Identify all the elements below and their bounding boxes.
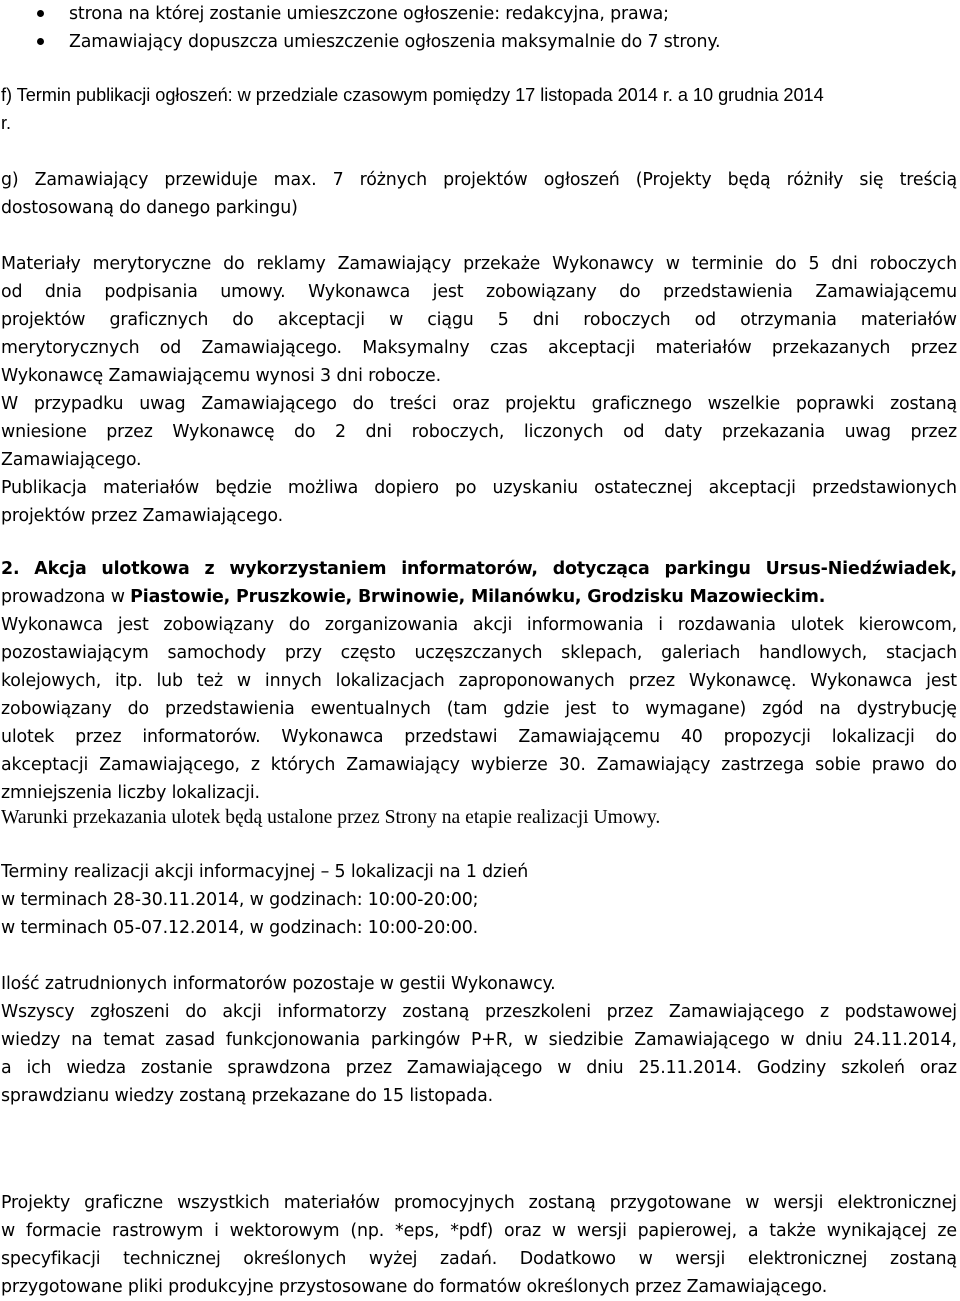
word: ulotkowa [101, 559, 190, 579]
word: Ursus-Niedźwiadek, [765, 559, 957, 579]
word: się [859, 170, 884, 190]
word: wiedzy [1, 1030, 61, 1050]
word: Wykonawcy [552, 254, 654, 274]
word: w [523, 1030, 538, 1050]
word: będą [727, 170, 771, 190]
word: ulotek [1, 727, 55, 747]
word: w [665, 254, 680, 274]
word: jest [432, 282, 464, 302]
word: i [214, 1221, 219, 1241]
word: Godziny [756, 1058, 827, 1078]
word: od [623, 422, 645, 442]
word: dni [831, 254, 858, 274]
word: z [204, 559, 215, 579]
terms-line: w terminach 05-07.12.2014, w godzinach: 10:00-20:00. [1, 918, 479, 938]
word: dopiero [374, 478, 439, 498]
bullet-item: strona na której zostanie umieszczone ogłoszenie: redakcyjna, prawa; [1, 0, 957, 28]
word: g) [1, 170, 19, 190]
word: treści [389, 394, 437, 414]
word: od [694, 310, 716, 330]
paragraph-line: Wykonawcę Zamawiającemu wynosi 3 dni robocze. [1, 366, 441, 386]
word: przekazanych [771, 338, 891, 358]
word: 40 [680, 727, 703, 747]
word: roboczych [869, 254, 957, 274]
word: propozycji [723, 727, 811, 747]
word: ciągu [427, 310, 474, 330]
paragraph-line [1, 695, 957, 723]
word: od [159, 338, 182, 358]
word: oraz [919, 1058, 957, 1078]
item-g-line: dostosowaną do danego parkingu) [1, 198, 298, 218]
word: czas [489, 338, 528, 358]
paragraph-line [1, 611, 957, 639]
word: a [1, 1058, 12, 1078]
paragraph-line [1, 306, 957, 334]
word: informatorzy [277, 1002, 387, 1022]
word: Dodatkowo [519, 1249, 616, 1269]
paragraph-line: projektów przez Zamawiającego. [1, 506, 283, 526]
section-heading-line2: prowadzona w Piastowie, Pruszkowie, Brwinowie, Milanówku, Grodzisku Mazowieckim. [1, 587, 826, 607]
word: parkingu [664, 559, 751, 579]
word: lokalizacji [831, 727, 915, 747]
word: uczęszczanych [414, 643, 543, 663]
word: i [658, 615, 663, 635]
word: Wykonawca [308, 282, 411, 302]
word: ulotek [790, 615, 844, 635]
word: akceptacji [1, 755, 89, 775]
word: wersji [773, 1193, 824, 1213]
word: Projekty [1, 1193, 71, 1213]
word: a [747, 1221, 759, 1241]
word: zostaną [890, 1249, 957, 1269]
word: jest [565, 699, 597, 719]
word: przypadku [33, 394, 124, 414]
word: elektronicznej [837, 1193, 957, 1213]
word: także [769, 1221, 816, 1241]
word: do [294, 422, 316, 442]
word: ostatecznej [594, 478, 693, 498]
word: akceptacji [708, 478, 796, 498]
word: roboczych, [411, 422, 505, 442]
word: *pdf) [450, 1221, 494, 1241]
terms-line: Terminy realizacji akcji informacyjnej – 5 lokalizacji na 1 dzień [1, 862, 529, 882]
word: na [71, 1030, 93, 1050]
word: (Projekty [635, 170, 712, 190]
word: których [270, 755, 336, 775]
word: prawo [871, 755, 925, 775]
word: (np. [350, 1221, 385, 1241]
word: elektronicznej [747, 1249, 868, 1269]
word: Zamawiający [596, 755, 711, 775]
word: wyżej [368, 1249, 418, 1269]
word: temat [103, 1030, 155, 1050]
paragraph-line [1, 250, 957, 278]
bullet-dot-icon [37, 38, 44, 45]
word: Zamawiającego, [99, 755, 240, 775]
paragraph-line [1, 1026, 957, 1054]
word: Zamawiający [346, 755, 460, 775]
word: informatorów, [401, 559, 538, 579]
word: 24.11.2014, [853, 1030, 957, 1050]
word: przedstawienia [663, 282, 793, 302]
word: akcji [472, 615, 513, 635]
word: materiałów [655, 338, 752, 358]
word: sprawdzona [227, 1058, 331, 1078]
word: przekaże [463, 254, 541, 274]
word: wynikającej [826, 1221, 927, 1241]
word: jest [926, 671, 957, 691]
word: graficznych [109, 310, 209, 330]
word: w [780, 1030, 795, 1050]
word: Zamawiający [337, 254, 452, 274]
word: materiałów [283, 1193, 380, 1213]
word: zobowiązany [485, 282, 597, 302]
word: możliwa [287, 478, 359, 498]
word: graficznego [591, 394, 692, 414]
word: też [196, 671, 224, 691]
word: specyfikacji [1, 1249, 101, 1269]
word: Wykonawcę. [688, 671, 797, 691]
word: przewiduje [164, 170, 258, 190]
word: funkcjonowania [225, 1030, 361, 1050]
word: projektów [1, 310, 86, 330]
word: informowania [526, 615, 644, 635]
word: sobie [815, 755, 861, 775]
paragraph-line [1, 1217, 957, 1245]
word: ogłoszeń [543, 170, 620, 190]
paragraph-line [1, 390, 957, 418]
word: innych [264, 671, 322, 691]
word: dnia [44, 282, 82, 302]
word: pozostawiającym [1, 643, 149, 663]
word: otrzymania [740, 310, 837, 330]
word: zostanie [140, 1058, 213, 1078]
word: oraz [504, 1221, 542, 1241]
word: rozdawania [677, 615, 776, 635]
word: zaproponowanych [458, 671, 615, 691]
word: (tam [446, 699, 488, 719]
word: 5 [497, 310, 509, 330]
paragraph-line [1, 1189, 957, 1217]
word: do [935, 755, 957, 775]
word: różniły [786, 170, 844, 190]
word: 30. [558, 755, 586, 775]
paragraph-line: Zamawiającego. [1, 450, 142, 470]
word: ich [26, 1058, 52, 1078]
word: wiedza [66, 1058, 127, 1078]
word: dystrybucję [856, 699, 957, 719]
word: informatorów. [142, 727, 261, 747]
word: do [619, 282, 641, 302]
word: zgłoszeni [90, 1002, 170, 1022]
word: zgód [762, 699, 804, 719]
word: to [612, 699, 630, 719]
paragraph-line [1, 278, 957, 306]
word: Zamawiającego [406, 1058, 543, 1078]
word: handlowych, [759, 643, 868, 663]
word: podpisania [104, 282, 198, 302]
word: galeriach [661, 643, 741, 663]
paragraph-line: zmniejszenia liczby lokalizacji. [1, 783, 260, 803]
word: lokalizacjach [335, 671, 445, 691]
word: z [250, 755, 260, 775]
word: parkingów [370, 1030, 461, 1050]
word: 25.11.2014. [638, 1058, 742, 1078]
word: do [185, 1002, 207, 1022]
word: przeszkoleni [485, 1002, 591, 1022]
word: Wykonawca [810, 671, 913, 691]
word: ze [937, 1221, 957, 1241]
word: do [935, 727, 957, 747]
word: zorganizowania [324, 615, 459, 635]
paragraph-line: sprawdzianu wiedzy zostaną przekazane do 15 listopada. [1, 1086, 493, 1106]
word: do [127, 699, 149, 719]
word: przy [284, 643, 322, 663]
word: Materiały [1, 254, 81, 274]
word: wersji [675, 1249, 726, 1269]
word: Zamawiającego [201, 394, 337, 414]
word: często [340, 643, 396, 663]
paragraph-line [1, 334, 957, 362]
paragraph-line [1, 418, 957, 446]
word: zastrzega [721, 755, 805, 775]
word: Maksymalny [362, 338, 470, 358]
word: lub [156, 671, 183, 691]
paragraph-line: przygotowane pliki produkcyjne przystosowane do formatów określonych przez Zamawiającego. [1, 1277, 828, 1297]
word: przez [910, 422, 957, 442]
word: dni [532, 310, 560, 330]
word: itp. [114, 671, 143, 691]
word: wniesione [1, 422, 87, 442]
word: W [1, 394, 19, 414]
word: wszystkich [177, 1193, 270, 1213]
word: wykorzystaniem [229, 559, 387, 579]
word: max. [273, 170, 317, 190]
conditions-line: Warunki przekazania ulotek będą ustalone przez Strony na etapie realizacji Umowy. [1, 807, 661, 828]
word: przedstawienia [164, 699, 295, 719]
word: terminie [691, 254, 764, 274]
word: w [551, 1221, 566, 1241]
word: formacie [25, 1221, 102, 1241]
word: do [288, 615, 311, 635]
word: w [389, 310, 404, 330]
word: wybierze [470, 755, 548, 775]
word: akceptacji [277, 310, 365, 330]
word: przez [606, 1002, 654, 1022]
word: reklamy [256, 254, 326, 274]
word: przez [106, 422, 153, 442]
item-f-line: r. [1, 113, 12, 133]
word: daty [664, 422, 703, 442]
section-heading [1, 555, 957, 583]
word: będzie [215, 478, 272, 498]
word: przekazania [721, 422, 825, 442]
word: 5 [808, 254, 820, 274]
word: Wykonawca [1, 615, 104, 635]
word: przez [75, 727, 122, 747]
word: merytoryczne [92, 254, 212, 274]
word: zobowiązany [163, 615, 274, 635]
word: 2 [335, 422, 346, 442]
word: przez [910, 338, 957, 358]
word: Wszyscy [1, 1002, 75, 1022]
word: przez [628, 671, 675, 691]
word: uzyskaniu [492, 478, 578, 498]
word: zostaną [890, 394, 957, 414]
word: po [455, 478, 477, 498]
paragraph-line [1, 474, 957, 502]
word: 7 [332, 170, 344, 190]
word: *eps, [395, 1221, 440, 1241]
word: samochody [167, 643, 267, 663]
word: dotycząca [552, 559, 650, 579]
word: zostaną [402, 1002, 470, 1022]
word: wektorowym [229, 1221, 340, 1241]
word: dniu [586, 1058, 624, 1078]
word: jest [117, 615, 149, 635]
paragraph-line [1, 723, 957, 751]
word: zostaną [528, 1193, 596, 1213]
word: Wykonawca [281, 727, 384, 747]
word: różnych [359, 170, 428, 190]
word: akceptacji [548, 338, 636, 358]
word: w [745, 1193, 760, 1213]
word: promocyjnych [393, 1193, 515, 1213]
word: roboczych [583, 310, 671, 330]
word: siedzibie [548, 1030, 624, 1050]
word: materiałów [860, 310, 957, 330]
word: na [819, 699, 841, 719]
word: kolejowych, [1, 671, 102, 691]
word: Zamawiający [34, 170, 149, 190]
word: w [1, 1221, 16, 1241]
word: szkoleń [841, 1058, 905, 1078]
item-g-line [1, 166, 957, 194]
paragraph-line [1, 1245, 957, 1273]
word: uwag [844, 422, 891, 442]
word: Akcja [34, 559, 87, 579]
word: oraz [452, 394, 490, 414]
word: przedstawi [404, 727, 498, 747]
word: poprawki [795, 394, 875, 414]
word: materiałów [103, 478, 200, 498]
word: zasad [165, 1030, 216, 1050]
word: do [352, 394, 374, 414]
word: wymagane) [645, 699, 747, 719]
word: dni [365, 422, 392, 442]
word: graficzne [84, 1193, 164, 1213]
word: wersji [576, 1221, 627, 1241]
word: wszelkie [707, 394, 781, 414]
word: akcji [222, 1002, 262, 1022]
paragraph-line [1, 667, 957, 695]
word: z [819, 1002, 829, 1022]
item-f-line: f) Termin publikacji ogłoszeń: w przedziale czasowym pomiędzy 17 listopada 2014 r. a 10 grudnia 2014 [1, 85, 824, 105]
word: zobowiązany [1, 699, 112, 719]
paragraph-line [1, 1054, 957, 1082]
word: Zamawiającemu [518, 727, 660, 747]
word: P+R, [470, 1030, 514, 1050]
word: technicznej [123, 1249, 221, 1269]
word: ewentualnych [310, 699, 431, 719]
word: Zamawiającego. [201, 338, 342, 358]
paragraph-line [1, 998, 957, 1026]
paragraph-line [1, 751, 957, 779]
word: Zamawiającego [634, 1030, 770, 1050]
word: w [557, 1058, 572, 1078]
word: uwag [139, 394, 186, 414]
word: Zamawiającemu [815, 282, 957, 302]
word: rastrowym [111, 1221, 204, 1241]
word: przedstawionych [811, 478, 957, 498]
word: przez [345, 1058, 392, 1078]
word: do [232, 310, 254, 330]
word: Wykonawcę [172, 422, 275, 442]
word: zadań. [439, 1249, 498, 1269]
word: merytorycznych [1, 338, 140, 358]
word: treścią [899, 170, 957, 190]
word: papierowej, [637, 1221, 737, 1241]
word: projektu [505, 394, 576, 414]
word: do [223, 254, 245, 274]
word: Zamawiającego [668, 1002, 805, 1022]
word: przygotowane [609, 1193, 732, 1213]
word: stacjach [886, 643, 957, 663]
terms-line: w terminach 28-30.11.2014, w godzinach: 10:00-20:00; [1, 890, 479, 910]
word: sklepach, [561, 643, 643, 663]
word: w [638, 1249, 653, 1269]
staff-line: Ilość zatrudnionych informatorów pozostaje w gestii Wykonawcy. [1, 974, 556, 994]
word: projektów [443, 170, 528, 190]
word: podstawowej [844, 1002, 957, 1022]
bullet-item: Zamawiający dopuszcza umieszczenie ogłoszenia maksymalnie do 7 strony. [1, 28, 957, 56]
paragraph-line [1, 639, 957, 667]
word: określonych [243, 1249, 347, 1269]
word: od [1, 282, 23, 302]
word: do [775, 254, 797, 274]
word: liczonych [523, 422, 604, 442]
bullet-dot-icon [37, 10, 44, 17]
word: 2. [1, 559, 20, 579]
word: Publikacja [1, 478, 87, 498]
word: dniu [805, 1030, 843, 1050]
word: umowy. [220, 282, 286, 302]
word: kierowcom, [858, 615, 957, 635]
word: w [236, 671, 251, 691]
word: gdzie [503, 699, 550, 719]
